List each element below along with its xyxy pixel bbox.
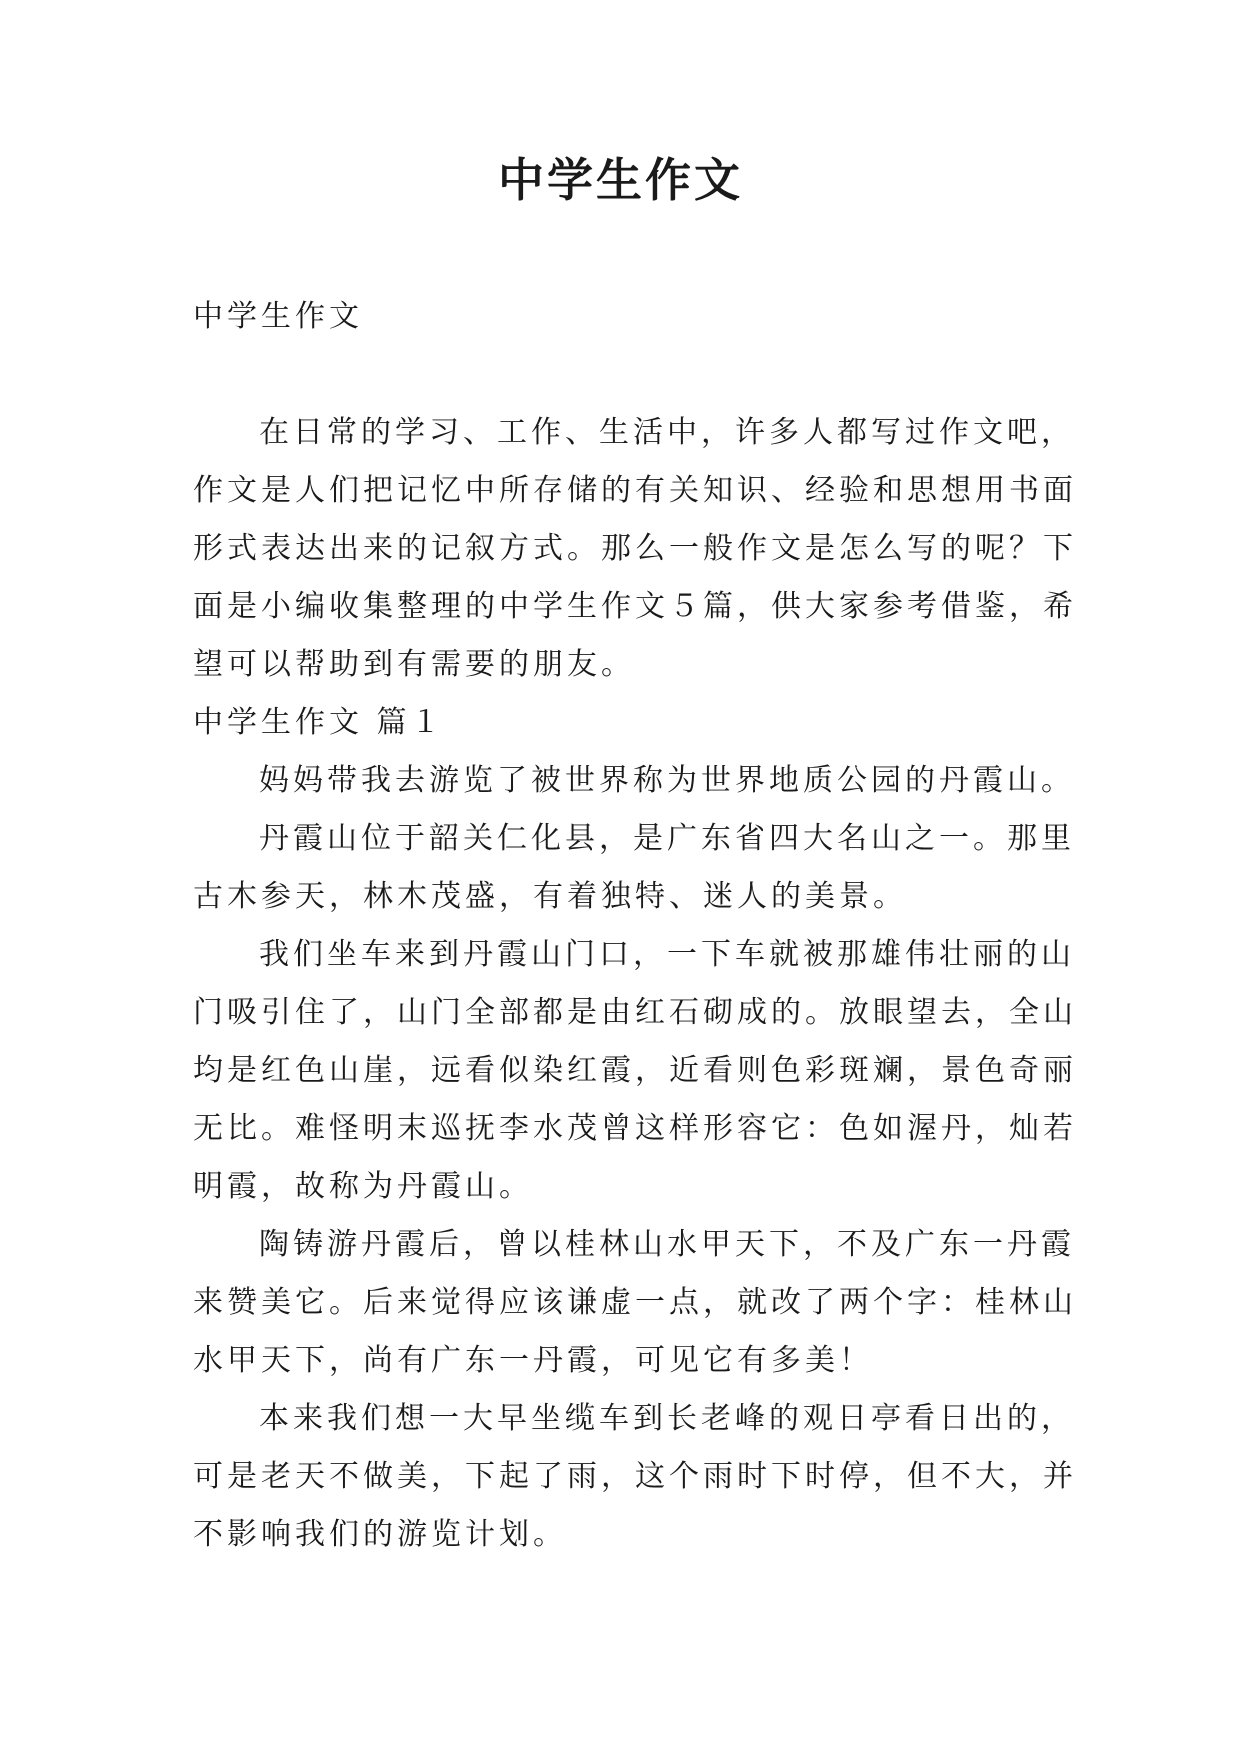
intro-line: 望可以帮助到有需要的朋友。: [193, 647, 635, 682]
intro-paragraph: [193, 404, 1077, 694]
document-body: [193, 288, 1077, 1564]
section-line: 来赞美它。后来觉得应该谦虚一点，就改了两个字：桂林山: [193, 1285, 1077, 1320]
intro-line: 在日常的学习、工作、生活中，许多人都写过作文吧，: [259, 415, 1075, 450]
section-body: [193, 752, 1077, 1564]
section-line: 无比。难怪明末巡抚李水茂曾这样形容它：色如渥丹，灿若: [193, 1111, 1077, 1146]
section-line: 明霞，故称为丹霞山。: [193, 1169, 533, 1204]
intro-line: 面是小编收集整理的中学生作文５篇，供大家参考借鉴，希: [193, 589, 1077, 624]
section-line: 妈妈带我去游览了被世界称为世界地质公园的丹霞山。: [259, 763, 1075, 798]
section-line: 门吸引住了，山门全部都是由红石砌成的。放眼望去，全山: [193, 995, 1077, 1030]
document-subtitle: 中学生作文: [193, 299, 363, 334]
section-line: 不影响我们的游览计划。: [193, 1517, 567, 1552]
section-line: 陶铸游丹霞后，曾以桂林山水甲天下，不及广东一丹霞: [259, 1227, 1075, 1262]
section-line: 水甲天下，尚有广东一丹霞，可见它有多美！: [193, 1343, 873, 1378]
section-line: 古木参天，林木茂盛，有着独特、迷人的美景。: [193, 879, 907, 914]
section-line: 我们坐车来到丹霞山门口，一下车就被那雄伟壮丽的山: [259, 937, 1075, 972]
section-line: 本来我们想一大早坐缆车到长老峰的观日亭看日出的，: [259, 1401, 1075, 1436]
section-heading: 中学生作文 篇１: [193, 705, 445, 740]
document-title: 中学生作文: [498, 153, 743, 207]
section-line: 可是老天不做美，下起了雨，这个雨时下时停，但不大，并: [193, 1459, 1077, 1494]
section-line: 丹霞山位于韶关仁化县，是广东省四大名山之一。那里: [259, 821, 1075, 856]
section-line: 均是红色山崖，远看似染红霞，近看则色彩斑斓，景色奇丽: [193, 1053, 1077, 1088]
intro-line: 形式表达出来的记叙方式。那么一般作文是怎么写的呢？下: [193, 531, 1077, 566]
intro-line: 作文是人们把记忆中所存储的有关知识、经验和思想用书面: [193, 473, 1077, 508]
